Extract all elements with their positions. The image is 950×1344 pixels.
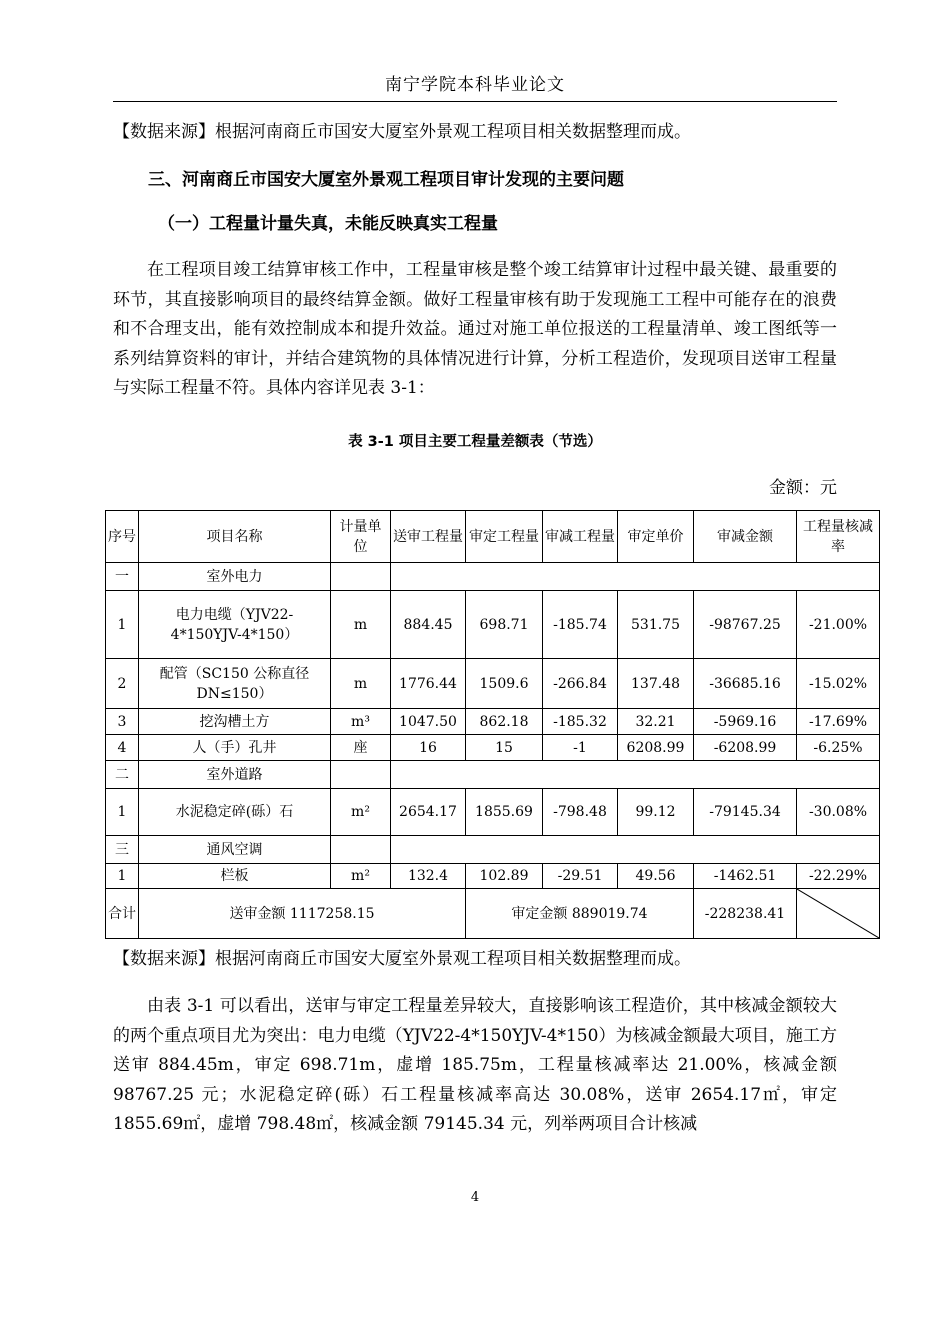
cell-reduced_amount: -36685.16 — [694, 659, 797, 709]
group-row — [106, 836, 880, 864]
header-rule — [113, 101, 837, 102]
header-cell-unit: 计量单位 — [331, 511, 391, 563]
cell-submitted: 1047.50 — [391, 709, 466, 735]
page-number: 4 — [470, 1190, 480, 1205]
total-approved: 审定金额 889019.74 — [466, 889, 694, 939]
section-title: 三、河南商丘市国安大厦室外景观工程项目审计发现的主要问题 — [148, 170, 624, 190]
cell-approved: 15 — [466, 735, 543, 761]
body-paragraph-2: 由表 3-1 可以看出，送审与审定工程量差异较大，直接影响该工程造价，其中核减金额较大的两个重点项目尤为突出：电力电缆（YJV22-4*150YJV-4*150）为核减金额最大项目，施工方送审 884.45m，审定 698.71m，虚增 185.75m，工程量核减率达 21.00%，核减金额 98767.25 元；水泥稳定碎(砾）石工程量核减率高达 30.08%，送审 2654.17㎡，审定 1855.69㎡，虚增 798.48㎡，核减金额 79145.34 元，列举两项目合计核减 — [113, 996, 837, 1135]
cell-price: 137.48 — [618, 659, 694, 709]
cell-reduced_amount: -79145.34 — [694, 789, 797, 836]
cell-reduced: -185.74 — [543, 591, 618, 659]
cell-reduced: -266.84 — [543, 659, 618, 709]
subsection-title: （一）工程量计量失真，未能反映真实工程量 — [158, 214, 498, 234]
header-cell-approved: 审定工程量 — [466, 511, 543, 563]
cell-reduced: -185.32 — [543, 709, 618, 735]
total-label: 合计 — [106, 889, 139, 939]
cell-reduced_amount: -1462.51 — [694, 864, 797, 889]
running-header: 南宁学院本科毕业论文 — [385, 75, 565, 95]
table-row — [106, 864, 880, 889]
cell-unit: 座 — [331, 735, 391, 761]
group-name: 室外电力 — [139, 563, 331, 591]
source-note-bottom: 【数据来源】根据河南商丘市国安大厦室外景观工程项目相关数据整理而成。 — [113, 949, 691, 969]
cell-rate: -15.02% — [797, 659, 880, 709]
cell-no: 2 — [106, 659, 139, 709]
cell-reduced_amount: -5969.16 — [694, 709, 797, 735]
group-no: 一 — [106, 563, 139, 591]
table-row — [106, 709, 880, 735]
source-note-top: 【数据来源】根据河南商丘市国安大厦室外景观工程项目相关数据整理而成。 — [113, 122, 691, 142]
cell-approved: 102.89 — [466, 864, 543, 889]
cell-no: 4 — [106, 735, 139, 761]
header-cell-submitted: 送审工程量 — [391, 511, 466, 563]
cell-approved: 1509.6 — [466, 659, 543, 709]
cell-approved: 698.71 — [466, 591, 543, 659]
table-row — [106, 735, 880, 761]
cell-rate: -21.00% — [797, 591, 880, 659]
empty-cell — [331, 563, 391, 591]
cell-price: 99.12 — [618, 789, 694, 836]
cell-reduced: -1 — [543, 735, 618, 761]
header-cell-reduced: 审减工程量 — [543, 511, 618, 563]
cell-unit: m — [331, 591, 391, 659]
cell-reduced: -29.51 — [543, 864, 618, 889]
header-cell-name: 项目名称 — [139, 511, 331, 563]
table-header-row — [106, 511, 880, 563]
header-cell-price: 审定单价 — [618, 511, 694, 563]
cell-submitted: 1776.44 — [391, 659, 466, 709]
cell-name: 栏板 — [139, 864, 331, 889]
cell-reduced: -798.48 — [543, 789, 618, 836]
empty-cell — [331, 836, 391, 864]
group-row — [106, 761, 880, 789]
quantity-difference-table — [105, 510, 880, 939]
empty-cell — [331, 761, 391, 789]
total-submitted: 送审金额 1117258.15 — [139, 889, 466, 939]
cell-name: 配管（SC150 公称直径 DN≤150） — [139, 659, 331, 709]
cell-reduced_amount: -98767.25 — [694, 591, 797, 659]
cell-submitted: 884.45 — [391, 591, 466, 659]
table-row — [106, 789, 880, 836]
cell-no: 3 — [106, 709, 139, 735]
body-paragraph-1: 在工程项目竣工结算审核工作中，工程量审核是整个竣工结算审计过程中最关键、最重要的环节，其直接影响项目的最终结算金额。做好工程量审核有助于发现施工工程中可能存在的浪费和不合理支出，能有效控制成本和提升效益。通过对施工单位报送的工程量清单、竣工图纸等一系列结算资料的审计，并结合建筑物的具体情况进行计算，分析工程造价，发现项目送审工程量与实际工程量不符。具体内容详见表 3-1： — [113, 260, 837, 399]
cell-no: 1 — [106, 789, 139, 836]
group-name: 通风空调 — [139, 836, 331, 864]
group-no: 三 — [106, 836, 139, 864]
header-cell-reduced_amount: 审减金额 — [694, 511, 797, 563]
cell-price: 49.56 — [618, 864, 694, 889]
cell-name: 人（手）孔井 — [139, 735, 331, 761]
cell-price: 531.75 — [618, 591, 694, 659]
empty-cell — [391, 836, 880, 864]
header-cell-rate: 工程量核减率 — [797, 511, 880, 563]
cell-rate: -6.25% — [797, 735, 880, 761]
header-cell-no: 序号 — [106, 511, 139, 563]
cell-unit: m² — [331, 789, 391, 836]
total-reduced: -228238.41 — [694, 889, 797, 939]
group-name: 室外道路 — [139, 761, 331, 789]
cell-unit: m — [331, 659, 391, 709]
cell-price: 32.21 — [618, 709, 694, 735]
group-no: 二 — [106, 761, 139, 789]
group-row — [106, 563, 880, 591]
cell-no: 1 — [106, 591, 139, 659]
cell-reduced_amount: -6208.99 — [694, 735, 797, 761]
table-row — [106, 591, 880, 659]
cell-rate: -17.69% — [797, 709, 880, 735]
cell-unit: m² — [331, 864, 391, 889]
cell-no: 1 — [106, 864, 139, 889]
cell-approved: 862.18 — [466, 709, 543, 735]
cell-name: 电力电缆（YJV22-4*150YJV-4*150） — [139, 591, 331, 659]
cell-submitted: 132.4 — [391, 864, 466, 889]
table-caption: 表 3-1 项目主要工程量差额表（节选） — [348, 434, 602, 450]
cell-unit: m³ — [331, 709, 391, 735]
cell-name: 水泥稳定碎(砾）石 — [139, 789, 331, 836]
cell-rate: -22.29% — [797, 864, 880, 889]
total-row — [106, 889, 880, 939]
cell-approved: 1855.69 — [466, 789, 543, 836]
diagonal-empty-cell — [797, 889, 880, 939]
cell-name: 挖沟槽土方 — [139, 709, 331, 735]
table-row — [106, 659, 880, 709]
empty-cell — [391, 563, 880, 591]
cell-rate: -30.08% — [797, 789, 880, 836]
cell-submitted: 2654.17 — [391, 789, 466, 836]
unit-label: 金额：元 — [769, 478, 837, 498]
cell-submitted: 16 — [391, 735, 466, 761]
cell-price: 6208.99 — [618, 735, 694, 761]
empty-cell — [391, 761, 880, 789]
